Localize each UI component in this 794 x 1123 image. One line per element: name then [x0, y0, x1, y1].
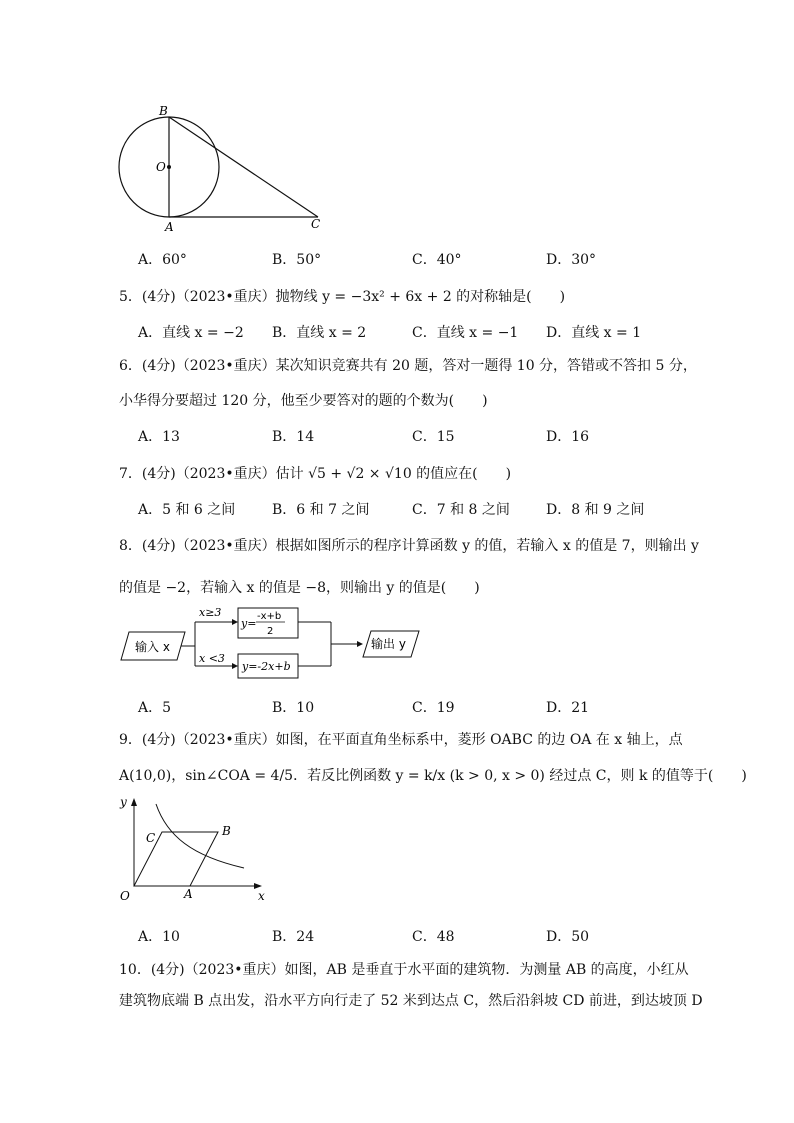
q8-arrowhead-bottom	[232, 663, 238, 669]
q9-label-a: A	[184, 887, 193, 901]
q8-formula-top-den: 2	[267, 626, 274, 637]
q8-question-line2: 的值是 −2，若输入 x 的值是 −8，则输出 y 的值是( )	[119, 580, 480, 596]
q8-arrowhead-output	[357, 641, 363, 647]
q4-figure	[110, 100, 340, 235]
q8-input-label: 输入 x	[135, 640, 170, 654]
q8-question-line1: 8．(4分)（2023•重庆）根据如图所示的程序计算函数 y 的值，若输入 x 的值是 7，则输出 y	[119, 538, 699, 554]
q4-label-c: C	[311, 217, 321, 231]
q6-option-a[interactable]: A．13	[138, 429, 180, 445]
q5-option-d[interactable]: D．直线 x = 1	[546, 325, 642, 341]
q5-option-a[interactable]: A．直线 x = −2	[138, 325, 244, 341]
q8-option-d[interactable]: D．21	[546, 700, 590, 716]
q6-option-d[interactable]: D．16	[546, 429, 590, 445]
q4-option-a[interactable]: A．60°	[138, 252, 187, 268]
q9-label-b: B	[222, 824, 231, 838]
q6-question-line2: 小华得分要超过 120 分，他至少要答对的题的个数为( )	[119, 393, 488, 409]
q9-question-line1: 9．(4分)（2023•重庆）如图，在平面直角坐标系中，菱形 OABC 的边 OA 在 x 轴上，点	[119, 732, 683, 748]
q8-flowchart	[115, 600, 435, 686]
q9-option-c[interactable]: C．48	[412, 929, 455, 945]
q4-option-d[interactable]: D．30°	[546, 252, 597, 268]
q6-question-line1: 6．(4分)（2023•重庆）某次知识竞赛共有 20 题，答对一题得 10 分，答错或不答扣 5 分，	[119, 358, 697, 374]
q7-option-a[interactable]: A．5 和 6 之间	[138, 502, 236, 518]
q7-option-b[interactable]: B．6 和 7 之间	[272, 502, 370, 518]
q9-option-a[interactable]: A．10	[138, 929, 180, 945]
q9-figure	[112, 792, 272, 906]
q9-label-o: O	[120, 889, 130, 903]
q10-question-line2: 建筑物底端 B 点出发，沿水平方向行走了 52 米到达点 C，然后沿斜坡 CD 前进，到达坡顶 D	[119, 993, 703, 1009]
q8-option-a[interactable]: A．5	[138, 700, 172, 716]
q8-option-c[interactable]: C．19	[412, 700, 455, 716]
q8-formula-top-num: -x+b	[257, 611, 282, 622]
q4-label-b: B	[159, 104, 168, 118]
q8-condition-bottom: x <3	[199, 652, 225, 665]
q4-label-o: O	[156, 160, 166, 174]
q8-formula-top-prefix: y=	[241, 617, 257, 630]
q9-option-d[interactable]: D．50	[546, 929, 590, 945]
q9-option-b[interactable]: B．24	[272, 929, 315, 945]
q7-option-d[interactable]: D．8 和 9 之间	[546, 502, 645, 518]
q7-option-c[interactable]: C．7 和 8 之间	[412, 502, 510, 518]
q6-option-b[interactable]: B．14	[272, 429, 315, 445]
q4-center-dot	[167, 165, 171, 169]
q5-option-c[interactable]: C．直线 x = −1	[412, 325, 519, 341]
q7-question-text: 7．(4分)（2023•重庆）估计 √5 + √2 × √10 的值应在( )	[119, 466, 512, 482]
q4-segment-bc	[169, 117, 318, 217]
q5-question-text: 5．(4分)（2023•重庆）抛物线 y = −3x² + 6x + 2 的对称轴是( )	[119, 289, 566, 305]
q5-option-b[interactable]: B．直线 x = 2	[272, 325, 367, 341]
q9-label-c: C	[146, 831, 156, 845]
q8-formula-bottom-label: y=-2x+b	[242, 660, 291, 673]
q9-label-y: y	[120, 795, 127, 809]
q10-question-line1: 10．(4分)（2023•重庆）如图，AB 是垂直于水平面的建筑物．为测量 AB 的高度，小红从	[119, 962, 689, 978]
q8-option-b[interactable]: B．10	[272, 700, 315, 716]
q8-condition-top: x≥3	[199, 606, 222, 619]
q9-question-line2: A(10,0)，sin∠COA = 4/5．若反比例函数 y = k/x (k > 0, x > 0) 经过点 C，则 k 的值等于( )	[119, 768, 747, 784]
q4-label-a: A	[165, 220, 174, 234]
q6-option-c[interactable]: C．15	[412, 429, 455, 445]
q9-label-x: x	[258, 889, 265, 903]
q8-output-label: 输出 y	[371, 637, 406, 651]
q4-option-c[interactable]: C．40°	[412, 252, 462, 268]
q9-y-axis-arrow	[131, 798, 137, 806]
q8-arrowhead-top	[232, 619, 238, 625]
q4-option-b[interactable]: B．50°	[272, 252, 322, 268]
